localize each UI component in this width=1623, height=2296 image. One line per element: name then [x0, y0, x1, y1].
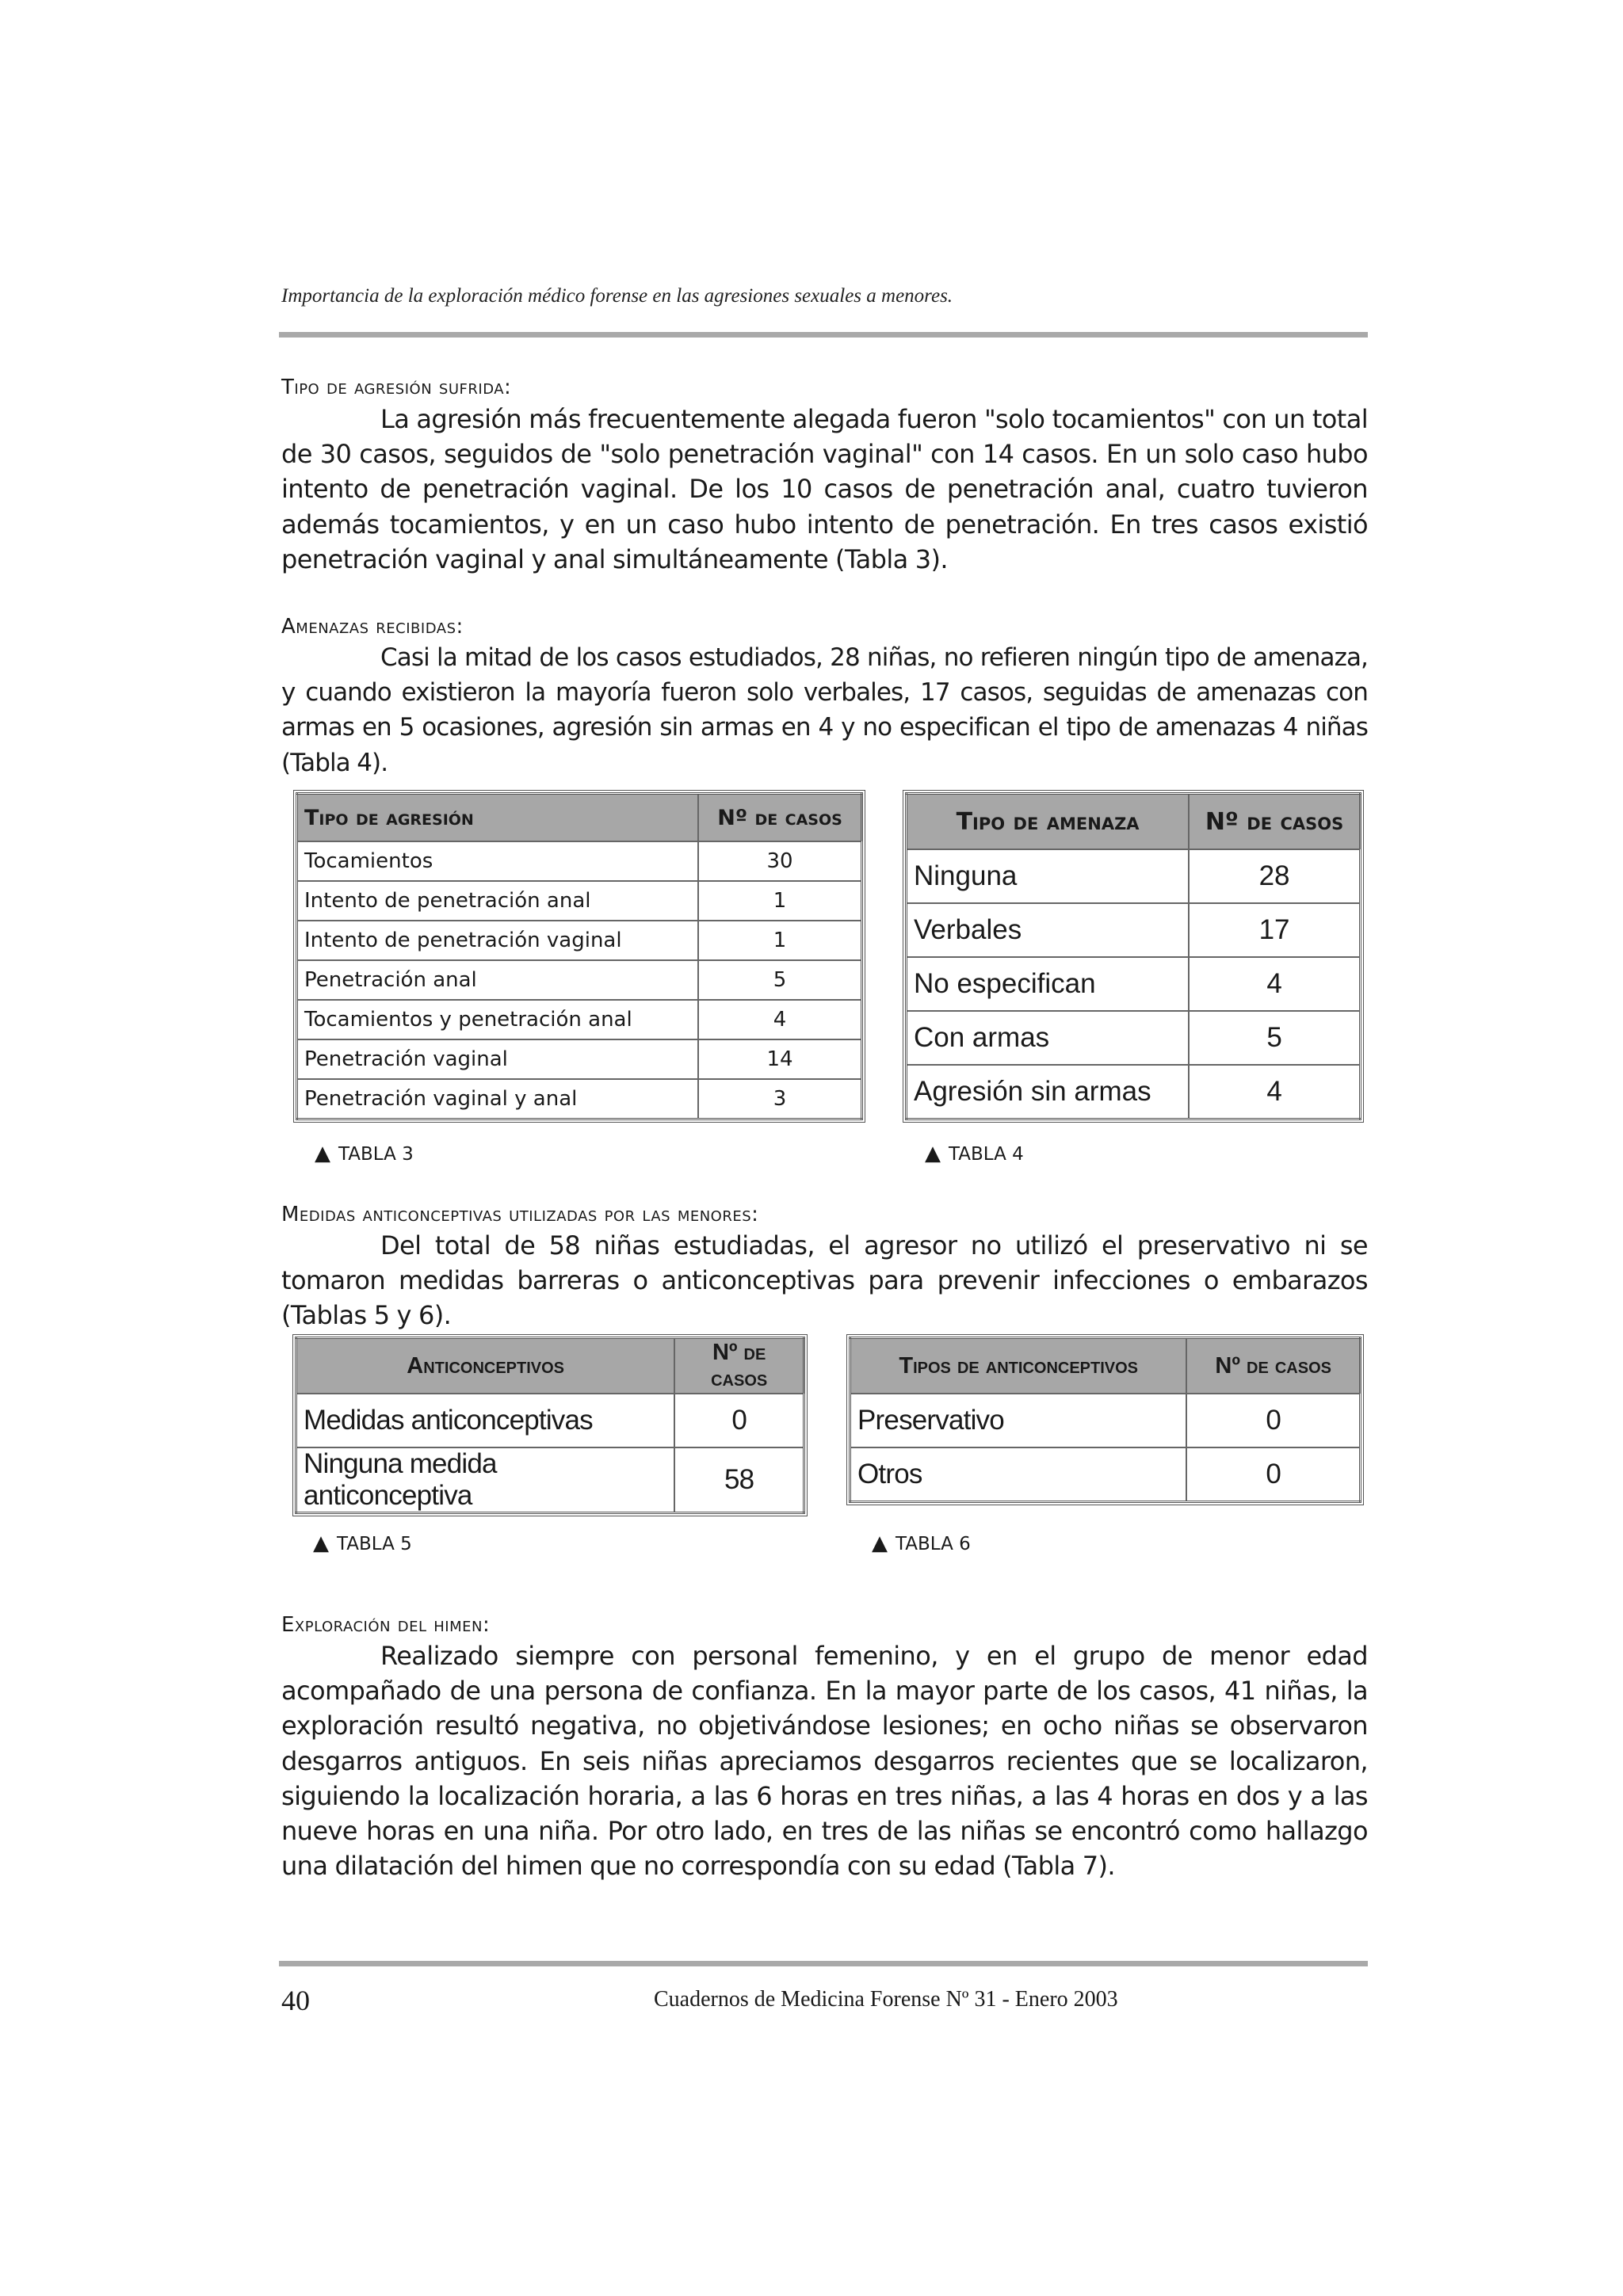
t3-cell-label: Penetración anal	[297, 960, 699, 1000]
table-row	[907, 1065, 1361, 1119]
t4-cell-label: Agresión sin armas	[907, 1065, 1190, 1119]
page-number: 40	[281, 1985, 310, 2016]
t5-cell-label: Medidas anticonceptivas	[296, 1394, 675, 1447]
table-6	[849, 1337, 1361, 1503]
table-4	[905, 792, 1361, 1120]
t4-cell-label: No especifican	[907, 957, 1190, 1011]
table-row	[907, 903, 1361, 957]
caption-text: TABLA 3	[338, 1144, 414, 1165]
triangle-icon: ▲	[925, 1142, 941, 1165]
t3-cell-value: 5	[698, 960, 861, 1000]
paragraph-himen: Realizado siempre con personal femenino, y en el grupo de menor edad acompañado de una persona de confianza. En la mayor parte de los casos, 41 niñas, la exploración resultó negativa, no objetivándose lesiones; en ocho niñas se observaron desgarros antiguos. En seis niñas apreciamos desgarros recientes que se localizaron, siguiendo la localización horaria, a las 6 horas en tres niñas, a las 4 horas en dos y a las nueve horas en una niña. Por otro lado, en tres de las niñas se encontró como hallazgo una dilatación del himen que no correspondía con su edad (Tabla 7).	[281, 1641, 1368, 1882]
t4-cell-value: 17	[1189, 903, 1360, 957]
t4-cell-label: Con armas	[907, 1011, 1190, 1065]
heading-amenazas: Amenazas recibidas:	[281, 615, 464, 639]
t3-cell-value: 1	[698, 921, 861, 960]
caption-text: TABLA 5	[337, 1534, 412, 1554]
t5-cell-value: 0	[674, 1394, 804, 1447]
t5-header-casos: Nº de casos	[674, 1338, 804, 1394]
t5-cell-value: 58	[674, 1447, 804, 1513]
paragraph-medidas: Del total de 58 niñas estudiadas, el agresor no utilizó el preservativo ni se tomaron medidas barreras o anticonceptivas para prevenir infecciones o embarazos (Tablas 5 y 6).	[281, 1230, 1368, 1331]
paragraph-amenazas: Casi la mitad de los casos estudiados, 28 niñas, no refieren ningún tipo de amenaza, y cuando existieron la mayoría fueron solo verbales, 17 casos, seguidas de amenazas con armas en 5 ocasiones, agresión sin armas en 4 y no especifican el tipo de amenazas 4 niñas (Tabla 4).	[281, 643, 1368, 777]
paragraph-tipo-agresion: La agresión más frecuentemente alegada fueron "solo tocamientos" con un total de 30 casos, seguidos de "solo penetración vaginal" con 14 casos. En un solo caso hubo intento de penetración vaginal. De los 10 casos de penetración anal, cuatro tuvieron además tocamientos, y en un caso hubo intento de penetración. En tres casos existió penetración vaginal y anal simultáneamente (Tabla 3).	[281, 404, 1368, 574]
triangle-icon: ▲	[872, 1531, 888, 1555]
footer-rule	[279, 1961, 1368, 1966]
table-row	[297, 960, 862, 1000]
t6-header-casos: Nº de casos	[1186, 1338, 1360, 1394]
t6-cell-value: 0	[1186, 1447, 1360, 1502]
table-row	[297, 1079, 862, 1119]
journal-title: Cuadernos de Medicina Forense Nº 31 - Enero 2003	[654, 1987, 1118, 2012]
t6-cell-value: 0	[1186, 1394, 1360, 1447]
t3-cell-label: Penetración vaginal	[297, 1039, 699, 1079]
table-row	[297, 881, 862, 921]
triangle-icon: ▲	[315, 1142, 330, 1165]
t3-cell-value: 3	[698, 1079, 861, 1119]
caption-table-3	[315, 1142, 414, 1165]
t4-cell-value: 5	[1189, 1011, 1360, 1065]
t3-header-tipo: Tipo de agresión	[297, 794, 699, 842]
heading-medidas: Medidas anticonceptivas utilizadas por las menores:	[281, 1203, 759, 1226]
table-row	[297, 841, 862, 881]
table-5	[295, 1337, 805, 1514]
table-row	[296, 1447, 804, 1513]
t3-header-casos: Nº de casos	[698, 794, 861, 842]
triangle-icon: ▲	[313, 1531, 329, 1555]
t3-cell-value: 30	[698, 841, 861, 881]
table-row	[907, 957, 1361, 1011]
t5-cell-label: Ninguna medida anticonceptiva	[296, 1447, 675, 1513]
t4-header-casos: Nº de casos	[1189, 794, 1360, 850]
table-row	[907, 1011, 1361, 1065]
t3-cell-label: Tocamientos y penetración anal	[297, 1000, 699, 1039]
t4-cell-value: 28	[1189, 849, 1360, 903]
t4-cell-value: 4	[1189, 957, 1360, 1011]
table-row	[850, 1447, 1361, 1502]
table-row	[297, 1000, 862, 1039]
t3-cell-value: 14	[698, 1039, 861, 1079]
t4-cell-label: Verbales	[907, 903, 1190, 957]
heading-tipo-agresion: Tipo de agresión sufrida:	[281, 376, 512, 399]
caption-text: TABLA 6	[896, 1534, 971, 1554]
t3-cell-label: Intento de penetración anal	[297, 881, 699, 921]
t3-cell-value: 4	[698, 1000, 861, 1039]
table-3	[296, 792, 863, 1120]
t3-cell-label: Tocamientos	[297, 841, 699, 881]
t6-header-tipo: Tipos de anticonceptivos	[850, 1338, 1187, 1394]
t4-cell-label: Ninguna	[907, 849, 1190, 903]
table-row	[297, 921, 862, 960]
table-row	[850, 1394, 1361, 1447]
header-rule	[279, 332, 1368, 338]
table-row	[297, 1039, 862, 1079]
caption-table-6	[872, 1531, 971, 1555]
t3-cell-label: Intento de penetración vaginal	[297, 921, 699, 960]
heading-himen: Exploración del himen:	[281, 1613, 491, 1637]
t5-header-tipo: Anticonceptivos	[296, 1338, 675, 1394]
t4-cell-value: 4	[1189, 1065, 1360, 1119]
t6-cell-label: Preservativo	[850, 1394, 1187, 1447]
t3-cell-label: Penetración vaginal y anal	[297, 1079, 699, 1119]
t6-cell-label: Otros	[850, 1447, 1187, 1502]
table-row	[296, 1394, 804, 1447]
running-header: Importancia de la exploración médico forense en las agresiones sexuales a menores.	[281, 285, 953, 307]
caption-table-4	[925, 1142, 1024, 1165]
caption-text: TABLA 4	[949, 1144, 1024, 1165]
caption-table-5	[313, 1531, 412, 1555]
table-row	[907, 849, 1361, 903]
t3-cell-value: 1	[698, 881, 861, 921]
t4-header-tipo: Tipo de amenaza	[907, 794, 1190, 850]
